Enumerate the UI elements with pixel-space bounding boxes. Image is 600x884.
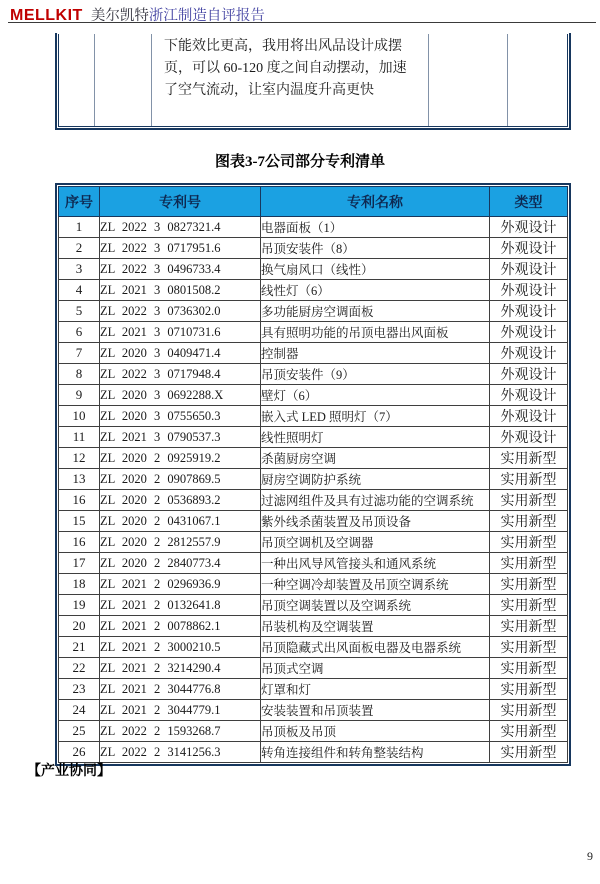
patent-name-cell: 吊顶安装件（9） (261, 364, 490, 385)
table-row (59, 595, 568, 616)
patent-number-cell: ZL 2020 2 0431067.1 (100, 511, 261, 532)
table-row (59, 532, 568, 553)
table-caption: 图表3-7公司部分专利清单 (215, 154, 385, 170)
patent-number-cell: ZL 2022 3 0736302.0 (100, 301, 261, 322)
patent-index-cell: 25 (59, 721, 100, 742)
patent-index-cell: 3 (59, 259, 100, 280)
column-header-type: 类型 (490, 187, 568, 217)
patent-type-cell: 外观设计 (490, 259, 568, 280)
patent-type-cell: 外观设计 (490, 301, 568, 322)
patent-index-cell: 2 (59, 238, 100, 259)
patent-name-cell: 吊顶板及吊顶 (261, 721, 490, 742)
continued-table-text-cell: 下能效比更高，我用将出风品设计成摆页，可以 60-120 度之间自动摆动，加速了空气流动，让室内温度升高更快 (152, 34, 429, 126)
patent-number-cell: ZL 2022 3 0496733.4 (100, 259, 261, 280)
patent-name-cell: 吊顶安装件（8） (261, 238, 490, 259)
patent-index-cell: 20 (59, 616, 100, 637)
patent-type-cell: 实用新型 (490, 595, 568, 616)
section-heading: 【产业协同】 (27, 764, 111, 779)
patent-name-cell: 吊顶隐藏式出风面板电器及电器系统 (261, 637, 490, 658)
table-row (59, 469, 568, 490)
patent-number-cell: ZL 2020 3 0409471.4 (100, 343, 261, 364)
table-row (59, 427, 568, 448)
patent-number-cell: ZL 2021 2 3044776.8 (100, 679, 261, 700)
patent-number-cell: ZL 2021 2 0078862.1 (100, 616, 261, 637)
patent-name-cell: 杀菌厨房空调 (261, 448, 490, 469)
column-header-index: 序号 (59, 187, 100, 217)
patent-name-cell: 吊装机构及空调装置 (261, 616, 490, 637)
patent-number-cell: ZL 2021 3 0801508.2 (100, 280, 261, 301)
table-row (59, 700, 568, 721)
patent-index-cell: 13 (59, 469, 100, 490)
patent-index-cell: 16 (59, 532, 100, 553)
table-row (59, 259, 568, 280)
patent-name-cell: 具有照明功能的吊顶电器出风面板 (261, 322, 490, 343)
patent-number-cell: ZL 2020 3 0755650.3 (100, 406, 261, 427)
patent-name-cell: 线性照明灯 (261, 427, 490, 448)
patent-type-cell: 实用新型 (490, 679, 568, 700)
patent-index-cell: 8 (59, 364, 100, 385)
page-number: 9 (587, 849, 593, 863)
patent-type-cell: 外观设计 (490, 217, 568, 238)
patent-type-cell: 实用新型 (490, 658, 568, 679)
patent-number-cell: ZL 2020 2 0907869.5 (100, 469, 261, 490)
patent-name-cell: 换气扇风口（线性） (261, 259, 490, 280)
patent-name-cell: 一种空调冷却装置及吊顶空调系统 (261, 574, 490, 595)
patent-type-cell: 外观设计 (490, 238, 568, 259)
patent-number-cell: ZL 2022 3 0827321.4 (100, 217, 261, 238)
patent-number-cell: ZL 2021 2 3044779.1 (100, 700, 261, 721)
patent-index-cell: 22 (59, 658, 100, 679)
patent-number-cell: ZL 2022 3 0717948.4 (100, 364, 261, 385)
patent-type-cell: 实用新型 (490, 553, 568, 574)
patent-type-cell: 外观设计 (490, 343, 568, 364)
patent-number-cell: ZL 2021 2 3214290.4 (100, 658, 261, 679)
patent-type-cell: 实用新型 (490, 448, 568, 469)
patent-name-cell: 灯罩和灯 (261, 679, 490, 700)
patent-name-cell: 多功能厨房空调面板 (261, 301, 490, 322)
patent-type-cell: 实用新型 (490, 637, 568, 658)
patent-index-cell: 4 (59, 280, 100, 301)
table-row (59, 553, 568, 574)
patent-index-cell: 10 (59, 406, 100, 427)
column-header-patent-number: 专利号 (100, 187, 261, 217)
table-row (59, 574, 568, 595)
patent-type-cell: 外观设计 (490, 280, 568, 301)
patent-number-cell: ZL 2022 3 0717951.6 (100, 238, 261, 259)
brand-name-cn: 美尔凯特 (90, 8, 149, 24)
patent-number-cell: ZL 2021 3 0710731.6 (100, 322, 261, 343)
patent-index-cell: 23 (59, 679, 100, 700)
patent-name-cell: 嵌入式 LED 照明灯（7） (261, 406, 490, 427)
table-row (59, 406, 568, 427)
patent-index-cell: 18 (59, 574, 100, 595)
patent-index-cell: 26 (59, 742, 100, 763)
patent-name-cell: 安装装置和吊顶装置 (261, 700, 490, 721)
table-row (59, 721, 568, 742)
patent-type-cell: 实用新型 (490, 616, 568, 637)
patent-index-cell: 16 (59, 490, 100, 511)
patent-name-cell: 过滤网组件及具有过滤功能的空调系统 (261, 490, 490, 511)
patent-name-cell: 一种出风导风管接头和通风系统 (261, 553, 490, 574)
patent-name-cell: 厨房空调防护系统 (261, 469, 490, 490)
table-row (59, 343, 568, 364)
patent-type-cell: 实用新型 (490, 742, 568, 763)
patent-number-cell: ZL 2020 2 0925919.2 (100, 448, 261, 469)
continued-table-col2 (95, 34, 152, 126)
patent-name-cell: 线性灯（6） (261, 280, 490, 301)
patent-type-cell: 外观设计 (490, 427, 568, 448)
table-row (59, 679, 568, 700)
table-row (59, 637, 568, 658)
table-row (59, 238, 568, 259)
patent-number-cell: ZL 2021 2 3000210.5 (100, 637, 261, 658)
patent-index-cell: 1 (59, 217, 100, 238)
patent-type-cell: 实用新型 (490, 721, 568, 742)
patent-name-cell: 吊顶空调装置以及空调系统 (261, 595, 490, 616)
patent-type-cell: 实用新型 (490, 511, 568, 532)
patent-number-cell: ZL 2022 2 1593268.7 (100, 721, 261, 742)
patent-type-cell: 实用新型 (490, 574, 568, 595)
continued-table-col1 (59, 34, 95, 126)
patent-name-cell: 吊顶式空调 (261, 658, 490, 679)
table-row (59, 385, 568, 406)
table-row (59, 511, 568, 532)
continued-table-col4 (429, 34, 508, 126)
patent-index-cell: 7 (59, 343, 100, 364)
header-divider (8, 22, 596, 23)
table-row (59, 280, 568, 301)
patent-index-cell: 17 (59, 553, 100, 574)
table-row (59, 658, 568, 679)
table-row (59, 616, 568, 637)
patent-type-cell: 外观设计 (490, 322, 568, 343)
patent-number-cell: ZL 2020 3 0692288.X (100, 385, 261, 406)
patent-index-cell: 12 (59, 448, 100, 469)
patent-type-cell: 实用新型 (490, 490, 568, 511)
patent-index-cell: 19 (59, 595, 100, 616)
patent-name-cell: 电器面板（1） (261, 217, 490, 238)
patent-name-cell: 吊顶空调机及空调器 (261, 532, 490, 553)
patent-type-cell: 外观设计 (490, 364, 568, 385)
table-row (59, 217, 568, 238)
patent-index-cell: 24 (59, 700, 100, 721)
continued-table (55, 33, 571, 130)
patent-index-cell: 6 (59, 322, 100, 343)
patent-number-cell: ZL 2020 2 2840773.4 (100, 553, 261, 574)
brand-logo-text: MELLKIT (10, 7, 83, 24)
patent-name-cell: 紫外线杀菌装置及吊顶设备 (261, 511, 490, 532)
patent-number-cell: ZL 2021 3 0790537.3 (100, 427, 261, 448)
patent-index-cell: 5 (59, 301, 100, 322)
table-row (59, 742, 568, 763)
continued-table-col5 (508, 34, 567, 126)
patent-type-cell: 实用新型 (490, 532, 568, 553)
table-row (59, 322, 568, 343)
patent-number-cell: ZL 2022 2 3141256.3 (100, 742, 261, 763)
patent-type-cell: 实用新型 (490, 700, 568, 721)
patent-table (55, 183, 571, 766)
patent-table-header-row (59, 187, 568, 217)
patent-number-cell: ZL 2020 2 0536893.2 (100, 490, 261, 511)
patent-name-cell: 转角连接组件和转角整装结构 (261, 742, 490, 763)
patent-number-cell: ZL 2021 2 0132641.8 (100, 595, 261, 616)
patent-index-cell: 15 (59, 511, 100, 532)
patent-index-cell: 21 (59, 637, 100, 658)
patent-type-cell: 实用新型 (490, 469, 568, 490)
table-row (59, 301, 568, 322)
continued-table-inner (58, 34, 568, 127)
report-title: 浙江制造自评报告 (148, 8, 265, 24)
patent-name-cell: 壁灯（6） (261, 385, 490, 406)
patent-number-cell: ZL 2021 2 0296936.9 (100, 574, 261, 595)
table-row (59, 364, 568, 385)
table-row (59, 448, 568, 469)
patent-name-cell: 控制器 (261, 343, 490, 364)
patent-index-cell: 9 (59, 385, 100, 406)
patent-type-cell: 外观设计 (490, 385, 568, 406)
column-header-patent-name: 专利名称 (261, 187, 490, 217)
patent-index-cell: 11 (59, 427, 100, 448)
patent-type-cell: 外观设计 (490, 406, 568, 427)
patent-number-cell: ZL 2020 2 2812557.9 (100, 532, 261, 553)
table-row (59, 490, 568, 511)
